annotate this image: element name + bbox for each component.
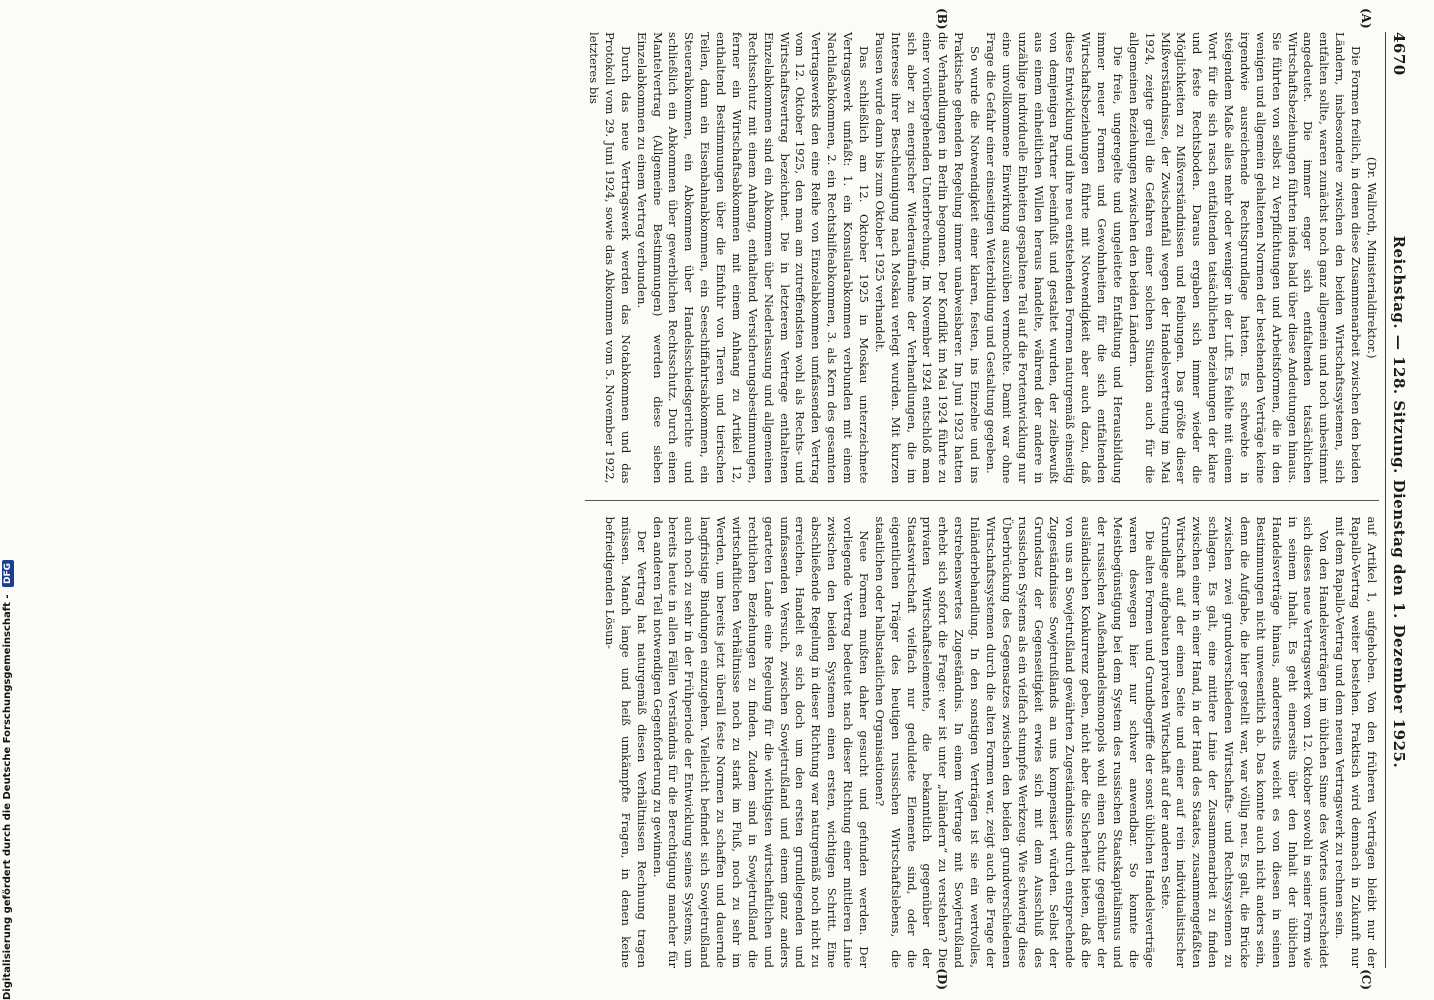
left-column [585, 32, 1379, 484]
margin-mark-a: (A) [1359, 8, 1373, 29]
paragraph: So wurde die Notwendigkeit einer klaren, festen, ins Einzelne und ins Praktische gehenden Regelung immer unabweisbarer. Im Juni 1923 hatten die Verhandlungen in Berlin begonnen. Der Konflikt im Mai 1924 führte zu einer vorübergehenden Unterbrechung. Im November 1924 entschloß man sich aber zu energischer Wiederaufnahme der Verhandlungen, die im Interesse ihrer Beschleunigung nach Moskau verlegt wurden. Mit kurzen Pausen wurde dann bis zum Oktober 1925 verhandelt. [872, 32, 983, 484]
credit-text: Digitalisierung gefördert durch die Deutsche Forschungsgemeinschaft - [2, 594, 13, 1000]
paragraph: Neue Formen mußten daher gesucht und gefunden werden. Der vorliegende Vertrag bedeutet nach dieser Richtung einer mittleren Linie zwischen den beiden Systemen einen ersten, wichtigen Schritt. Eine abschließende Regelung in dieser Richtung war naturgemäß noch nicht zu erreichen. Handelt es sich doch um den ersten grundlegenden und umfassenden Versuch, zwischen Sowjetrußland und einem ganz anders gearteten Lande eine Regelung für die wichtigsten wirtschaftlichen und rechtlichen Beziehungen zu finden. Zudem sind in Sowjetrußland die wirtschaftlichen Verhältnisse noch zu stark im Fluß, noch zu sehr im Werden, um bereits jetzt überall feste Normen zu schaffen und dauernde langfristige Bindungen einzugehen. Vielleicht befindet sich Sowjetrußland auch noch zu sehr in der Frühperiode der Entwicklung seines Systems, um bereits heute in allen Fällen Verständnis für die Berechtigung mancher für den anderen Teil notwendigen Gegenforderung zu gewinnen. [650, 516, 871, 968]
paragraph: auf Artikel 1, aufgehoben. Von den früheren Verträgen bleibt nur der Rapallo-Vertrag weiter bestehen. Praktisch wird demnach in Zukunft nur mit dem Rapallo-Vertrag und dem neuen Vertragswerk zu rechnen sein. [1333, 516, 1379, 968]
document-page [88, 8, 1418, 990]
speaker-label: (Dr. Wallroth, Ministerialdirektor.) [1365, 157, 1379, 359]
dfg-logo: DFG [2, 560, 14, 587]
margin-mark-d: (D) [935, 968, 949, 990]
paragraph: Von den Handelsverträgen im üblichen Sinne des Wortes unterscheidet sich dieses neue Vertragswerk vom 12. Oktober sowohl in seiner Form wie in seinem Inhalt. Es geht einerseits über den Inhalt der üblichen Handelsverträge hinaus, andererseits weicht es von diesen in seinen Bestimmungen nicht unwesentlich ab. Das konnte auch nicht anders sein, denn die Aufgabe, die hier gestellt war, war völlig neu. Es galt, die Brücke zwischen zwei grundverschiedenen Wirtschafts- und Rechtssystemen zu schlagen. Es galt, eine mittlere Linie der Zusammenarbeit zu finden zwischen einer in einer Hand, in der Hand des Staates, zusammengefaßten Wirtschaft auf der einen Seite und einer auf rein individualistischer Grundlage aufgebauten privaten Wirtschaft auf der anderen Seite. [1158, 516, 1332, 968]
paragraph: Durch das neue Vertragswerk werden das Notabkommen und das Protokoll vom 29. Juni 1924, sowie das Abkommen vom 5. November 1922, letzteres bis [587, 32, 633, 484]
paragraph: Die Formen freilich, in denen diese Zusammenarbeit zwischen den beiden Ländern, insbesondere zwischen den beiden Wirtschaftssystemen, sich entfalten sollte, waren zunächst noch ganz allgemein und noch unbestimmt angedeutet. Die immer enger sich entfaltenden tatsächlichen Wirtschaftsbeziehungen führten indes bald über diese Andeutungen hinaus. Sie führten von selbst zu Verpflichtungen und Arbeitsformen, die in den wenigen und allgemein gehaltenen Normen der bestehenden Verträge keine irgendwie ausreichende Rechtsgrundlage hatten. Es schwebte in steigendem Maße alles mehr oder weniger in der Luft. Es fehlte mit einem Wort für die sich rasch entfaltenden tatsächlichen Beziehungen der klare und feste Rechtsboden. Daraus ergaben sich immer wieder die Möglichkeiten zu Mißverständnissen und Reibungen. Das größte dieser Mißverständnisse, der Zwischenfall wegen der Handelsvertretung im Mai 1924, zeigte grell die Gefahren einer solchen Situation auch für die allgemeinen Beziehungen zwischen den beiden Ländern. [1126, 32, 1364, 484]
margin-mark-c: (C) [1359, 969, 1373, 990]
page-header [1385, 32, 1408, 968]
paragraph: Die freie, ungeregelte und ungeleitete Entfaltung und Herausbildung immer neuer Formen und Gewohnheiten für die sich entfaltenden Wirtschaftsbeziehungen führte mit Notwendigkeit aber auch dazu, daß diese Entwicklung und ihre neu entstehenden Formen naturgemäß einseitig von demjenigen Partner beeinflußt und gestaltet wurden, der zielbewußt aus einem einheitlichen Willen heraus handelte, während der andere in unzählige individuelle Einheiten gespaltene Teil auf die Fortentwicklung nur eine unvollkommene Einwirkung auszuüben vermochte. Damit war ohne Frage die Gefahr einer einseitigen Weiterbildung und Gestaltung gegeben. [984, 32, 1125, 484]
paragraph: Der Vertrag hat naturgemäß diesen Verhältnissen Rechnung tragen müssen. Manch lange und heiß umkämpfte Fragen, in denen keine befriedigenden Lösun- [603, 516, 649, 968]
page-number: 4670 [1390, 32, 1408, 76]
paragraph: Das schließlich am 12. Oktober 1925 in Moskau unterzeichnete Vertragswerk umfaßt: 1. ein Konsularabkommen verbunden mit einem Nachlaßabkommen, 2. ein Rechtshilfeabkommen, 3. als Kern des gesamten Vertragswerks den eine Reihe von Einzelabkommen umfassenden Vertrag vom 12. Oktober 1925, den man am zutreffendsten wohl als Rechts- und Wirtschaftsvertrag bezeichnet. Die in letzterem Vertrage enthaltenen Einzelabkommen sind ein Abkommen über Niederlassung und allgemeinen Rechtsschutz mit einem Anhang, enthaltend Versicherungsbestimmungen, ferner ein Wirtschaftsabkommen mit einem Anhang zu Artikel 12, enthaltend Bestimmungen über die Einfuhr von Tieren und tierischen Teilen, dann ein Eisenbahnabkommen, ein Seeschiffahrtsabkommen, ein Steuerabkommen, ein Abkommen über Handelsschiedsgerichte und schließlich ein Abkommen über gewerblichen Rechtsschutz. Durch einen Mantelvertrag (Allgemeine Bestimmungen) werden diese sieben Einzelabkommen zu einem Vertrag verbunden. [634, 32, 871, 484]
paragraph: Die alten Formen und Grundbegriffe der sonst üblichen Handelsverträge waren deswegen hier nur schwer anwendbar. So konnte die Meistbegünstigung bei dem System des russischen Staatskapitalismus und der russischen Außenhandelsmonopols wohl einen Schutz gegenüber der ausländischen Konkurrenz geben, nicht aber die Sicherheit bieten, daß die von uns an Sowjetrußland gewährten Zugeständnisse durch entsprechende Zugeständnisse Sowjetrußlands an uns kompensiert würden. Selbst der Grundsatz der Gegenseitigkeit erwies sich mit dem Ausschluß des russischen Systems als ein vielfach stumpfes Werkzeug. Wie schwierig diese Überbrückung des Gegensatzes zwischen den beiden grundverschiedenen Wirtschaftssystemen durch die alten Formen war, zeigt auch die Frage der Inländerbehandlung. In den sonstigen Verträgen ist sie ein wertvolles, erstrebenswertes Zugeständnis. In einem Vertrage mit Sowjetrußland erhebt sich sofort die Frage: wer ist unter „Inländern“ zu verstehen? Die privaten Wirtschaftselemente, die bekanntlich gegenüber der Staatswirtschaft vielfach nur geduldete Elemente sind, oder die eigentlichen Träger des heutigen russischen Wirtschaftslebens, die staatlichen oder halbstaatlichen Organisationen? [872, 516, 1157, 968]
right-column [585, 517, 1379, 969]
margin-mark-b: (B) [935, 8, 949, 30]
page-title: Reichstag. — 128. Sitzung. Dienstag den 1. Dezember 1925. [1390, 235, 1408, 769]
digitization-credit [2, 0, 14, 1000]
text-columns [585, 8, 1379, 990]
column-divider [585, 500, 1379, 501]
